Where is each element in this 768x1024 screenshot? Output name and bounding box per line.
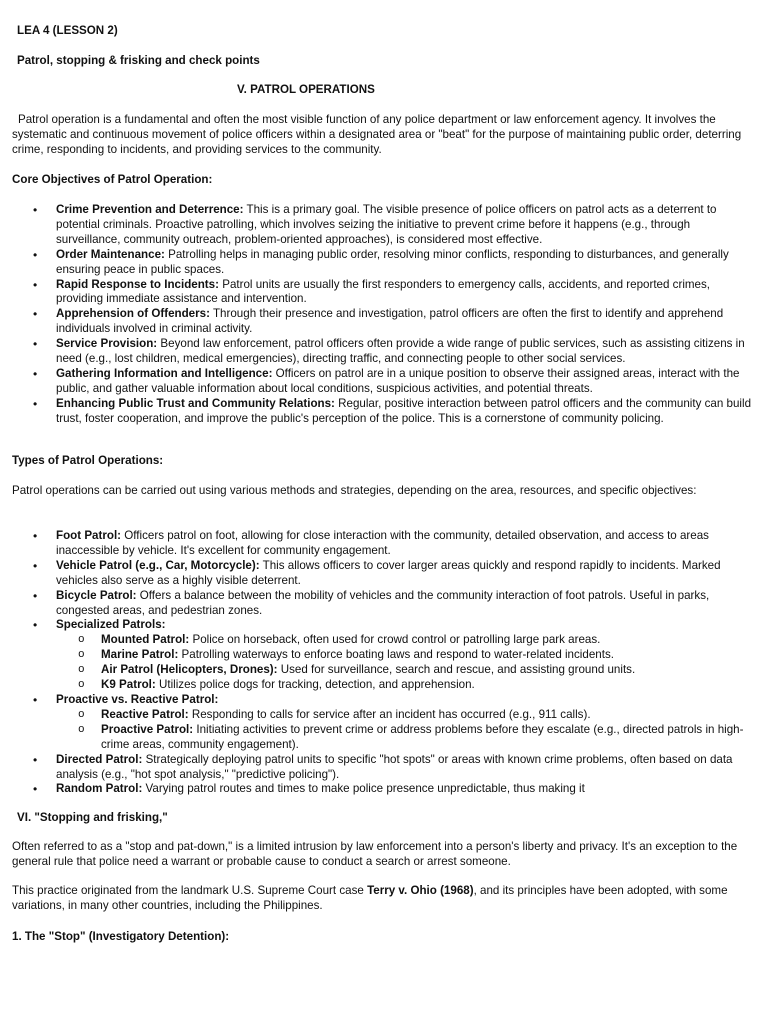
objective-item: • Crime Prevention and Deterrence: This is a primary goal. The visible presence of police officers on patrol acts as a deterrent to potential criminals. Proactive patrolling, which involves seizing the initiative to prevent crime before it happens (e.g., through surveillance, community outreach, problem-oriented approaches), is considered most effective.	[0, 203, 752, 248]
patrol-type-item: • Specialized Patrols: o Mounted Patrol: Police on horseback, often used for crowd control or patrolling large park areas. o Marine Patrol: Patrolling waterways to enforce boating laws and respond to water-related incidents. o Air Patrol (Helicopters, Drones): Used for surveillance, search and rescue, and assisting ground units. o K9 Patrol: Utilizes police dogs for tracking, detection, and apprehension.	[0, 618, 752, 693]
objective-item: • Rapid Response to Incidents: Patrol units are usually the first responders to emergency calls, accidents, and reported crimes, providing immediate assistance and intervention.	[0, 278, 752, 308]
proactive-reactive-sublist	[56, 708, 752, 753]
stop-subheading: 1. The "Stop" (Investigatory Detention):	[12, 930, 230, 943]
objective-item: • Gathering Information and Intelligence: Officers on patrol are in a unique position to observe their assigned areas, interact with the public, and gather valuable information about local conditions, suspicious activities, and potential threats.	[0, 367, 752, 397]
patrol-types-list	[0, 529, 752, 797]
section-vi-heading: VI. "Stopping and frisking,"	[17, 811, 168, 824]
patrol-type-item: • Proactive vs. Reactive Patrol: o Reactive Patrol: Responding to calls for service after an incident has occurred (e.g., 911 calls). o Proactive Patrol: Initiating activities to prevent crime or address problems before they escalate (e.g., directed patrols in high-crime areas, community engagement).	[0, 693, 752, 753]
objective-item: • Service Provision: Beyond law enforcement, patrol officers often provide a wide range of public services, such as assisting citizens in need (e.g., lost children, medical emergencies), directing traffic, and connecting people to other social services.	[0, 337, 752, 367]
case-name: Terry v. Ohio (1968)	[367, 884, 474, 897]
objective-item: • Order Maintenance: Patrolling helps in managing public order, resolving minor conflicts, responding to disturbances, and generally ensuring peace in public spaces.	[0, 248, 752, 278]
specialized-patrols-sublist	[56, 633, 752, 693]
sub-item: o Reactive Patrol: Responding to calls for service after an incident has occurred (e.g., 911 calls).	[56, 708, 752, 723]
patrol-type-item: • Vehicle Patrol (e.g., Car, Motorcycle): This allows officers to cover larger areas quickly and respond rapidly to incidents. Marked vehicles also serve as a highly visible deterrent.	[0, 559, 752, 589]
patrol-type-item: • Random Patrol: Varying patrol routes and times to make police presence unpredictable, thus making it	[0, 782, 752, 797]
sub-item: o Marine Patrol: Patrolling waterways to enforce boating laws and respond to water-related incidents.	[56, 648, 752, 663]
objectives-list	[0, 203, 752, 427]
types-intro-paragraph: Patrol operations can be carried out using various methods and strategies, depending on the area, resources, and specific objectives:	[12, 484, 697, 497]
objective-item: • Enhancing Public Trust and Community Relations: Regular, positive interaction between patrol officers and the community can build trust, foster cooperation, and improve the public's perception of the police. This is a cornerstone of community policing.	[0, 397, 752, 427]
stop-frisk-paragraph: Often referred to as a "stop and pat-down," is a limited intrusion by law enforcement into a person's liberty and privacy. It's an exception to the general rule that police need a warrant or probable cause to conduct a search or arrest someone.	[12, 840, 738, 868]
patrol-intro-paragraph: Patrol operation is a fundamental and often the most visible function of any police department or law enforcement agency. It involves the systematic and continuous movement of police officers within a designated area or "beat" for the purpose of maintaining public order, deterring crime, responding to incidents, and providing services to the community.	[12, 113, 742, 156]
types-heading: Types of Patrol Operations:	[12, 454, 164, 467]
patrol-type-item: • Foot Patrol: Officers patrol on foot, allowing for close interaction with the community, detailed observation, and access to areas inaccessible by vehicle. It's excellent for community engagement.	[0, 529, 752, 559]
lesson-topic: Patrol, stopping & frisking and check points	[17, 54, 260, 67]
sub-item: o K9 Patrol: Utilizes police dogs for tracking, detection, and apprehension.	[56, 678, 752, 693]
patrol-type-item: • Directed Patrol: Strategically deploying patrol units to specific "hot spots" or areas with known crime problems, often based on data analysis (e.g., "hot spot analysis," "predictive policing").	[0, 753, 752, 783]
terry-paragraph: This practice originated from the landmark U.S. Supreme Court case Terry v. Ohio (1968), and its principles have been adopted, with some variations, in many other countries, including the Philippines.	[12, 884, 728, 912]
patrol-type-item: • Bicycle Patrol: Offers a balance between the mobility of vehicles and the community interaction of foot patrols. Useful in parks, congested areas, and pedestrian zones.	[0, 589, 752, 619]
sub-item: o Air Patrol (Helicopters, Drones): Used for surveillance, search and rescue, and assisting ground units.	[56, 663, 752, 678]
core-objectives-heading: Core Objectives of Patrol Operation:	[12, 173, 213, 186]
course-title: LEA 4 (LESSON 2)	[17, 24, 118, 37]
section-v-heading: V. PATROL OPERATIONS	[237, 83, 375, 96]
objective-item: • Apprehension of Offenders: Through their presence and investigation, patrol officers are often the first to identify and apprehend individuals involved in criminal activity.	[0, 307, 752, 337]
sub-item: o Mounted Patrol: Police on horseback, often used for crowd control or patrolling large park areas.	[56, 633, 752, 648]
sub-item: o Proactive Patrol: Initiating activities to prevent crime or address problems before they escalate (e.g., directed patrols in high-crime areas, community engagement).	[56, 723, 752, 753]
